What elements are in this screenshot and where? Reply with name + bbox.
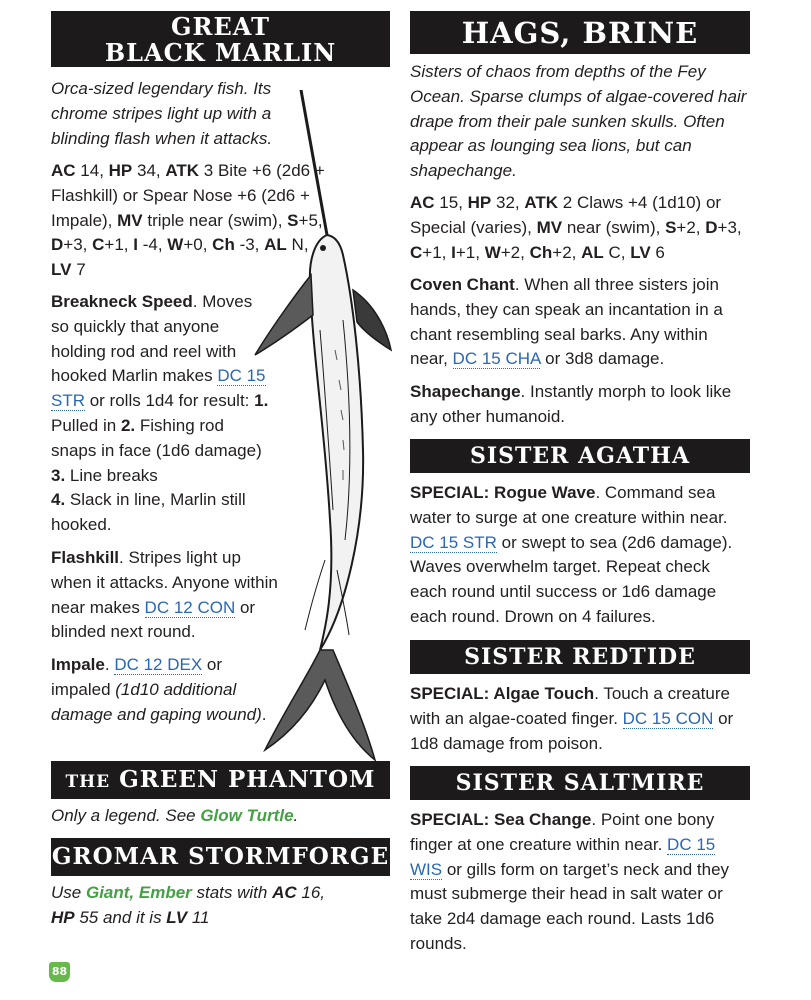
saltmire-dc-link[interactable]: DC 15 WIS [410, 834, 716, 879]
flashkill-paragraph: Flashkill. Stripes light up when it attacks. Anyone within near makes DC 12 CON or blinded next round. [51, 548, 278, 642]
green-phantom-title: GREEN PHANTOM [110, 766, 376, 793]
shapechange-paragraph: Shapechange. Instantly morph to look like any other humanoid. [410, 382, 732, 426]
flashkill-dc-link[interactable]: DC 12 CON [144, 597, 236, 617]
agatha-title: SISTER AGATHA [469, 443, 691, 469]
agatha-special: SPECIAL: Rogue Wave [410, 483, 596, 502]
impale-title: Impale [51, 655, 105, 674]
impale-paragraph: Impale. DC 12 DEX or impaled (1d10 additional damage and gaping wound). [51, 655, 267, 724]
redtide-title: SISTER REDTIDE [464, 644, 696, 670]
green-phantom-title-small: THE [65, 772, 111, 792]
saltmire-paragraph: SPECIAL: Sea Change. Point one bony finger at one creature within near. DC 15 WIS or gills form on target’s neck and they must submerge their head in salt water or take 2d4 damage each round. Lasts 1d6 rounds. [410, 810, 730, 953]
breakneck-speed-paragraph: Breakneck Speed. Moves so quickly that anyone holding rod and reel with hooked Marlin makes DC 15 STR or rolls 1d4 for result: 1. Pulled in 2. Fishing rod snaps in face (1d6 damage) 3. Line breaks 4. Slack in line, Marlin still hooked. [51, 292, 269, 535]
marlin-title-line1: GREAT [171, 12, 270, 41]
redtide-dc-link[interactable]: DC 15 CON [622, 708, 714, 728]
redtide-banner [410, 640, 750, 674]
gromar-title: GROMAR STORMFORGE [51, 843, 390, 870]
glow-turtle-link[interactable]: Glow Turtle [200, 806, 294, 825]
giant-ember-link[interactable]: Giant, Ember [85, 883, 192, 902]
saltmire-banner [410, 766, 750, 800]
hags-intro: Sisters of chaos from depths of the Fey Ocean. Sparse clumps of algae-covered hair drape from their pale sunken skulls. Often appear as lounging sea lions, but can shapechange. [410, 62, 747, 181]
hags-stat-block: AC 15, HP 32, ATK 2 Claws +4 (1d10) or Special (varies), MV near (swim), S+2, D+3, C+1, I+1, W+2, Ch+2, AL C, LV 6 [410, 193, 742, 262]
breakneck-speed-title: Breakneck Speed [51, 292, 193, 311]
shapechange-title: Shapechange [410, 382, 521, 401]
hags-title: HAGS, BRINE [461, 16, 699, 50]
saltmire-title: SISTER SALTMIRE [455, 770, 705, 796]
gromar-text: Use Giant, Ember stats with AC 16, HP 55 and it is LV 11 [51, 883, 326, 927]
gromar-banner [51, 838, 390, 876]
agatha-banner [410, 439, 750, 473]
redtide-paragraph: SPECIAL: Algae Touch. Touch a creature with an algae-coated finger. DC 15 CON or 1d8 damage from poison. [410, 684, 734, 753]
coven-chant-paragraph: Coven Chant. When all three sisters join hands, they can speak an incantation in a chant resembling seal barks. Any within near, DC 15 CHA or 3d8 damage. [410, 275, 723, 369]
marlin-illustration [225, 90, 395, 770]
page-number: 88 [49, 962, 70, 982]
redtide-special: SPECIAL: Algae Touch [410, 684, 595, 703]
marlin-stat-block: AC 14, HP 34, ATK 3 Bite +6 (2d6 + Flashkill) or Spear Nose +6 (2d6 + Impale), MV triple near (swim), S+5, D+3, C+1, I -4, W+0, Ch -3, AL N, LV 7 [51, 161, 325, 280]
marlin-title-banner [51, 11, 390, 67]
agatha-paragraph: SPECIAL: Rogue Wave. Command sea water to surge at one creature within near. DC 15 STR or swept to sea (2d6 damage). Waves overwhelm target. Repeat check each round until success or 1d6 damage each round. Drown on 4 failures. [410, 483, 733, 626]
agatha-dc-link[interactable]: DC 15 STR [410, 532, 497, 552]
green-phantom-text: Only a legend. See Glow Turtle. [51, 806, 299, 825]
marlin-title-line2: BLACK MARLIN [104, 38, 337, 67]
flashkill-title: Flashkill [51, 548, 120, 567]
breakneck-dc-link[interactable]: DC 15 STR [51, 366, 266, 411]
impale-dc-link[interactable]: DC 12 DEX [114, 655, 203, 674]
coven-dc-link[interactable]: DC 15 CHA [452, 349, 541, 369]
marlin-intro: Orca-sized legendary fish. Its chrome stripes light up with a blinding flash when it attacks. [51, 79, 273, 148]
saltmire-special: SPECIAL: Sea Change [410, 810, 592, 829]
hags-title-banner [410, 11, 750, 54]
coven-chant-title: Coven Chant [410, 275, 515, 294]
